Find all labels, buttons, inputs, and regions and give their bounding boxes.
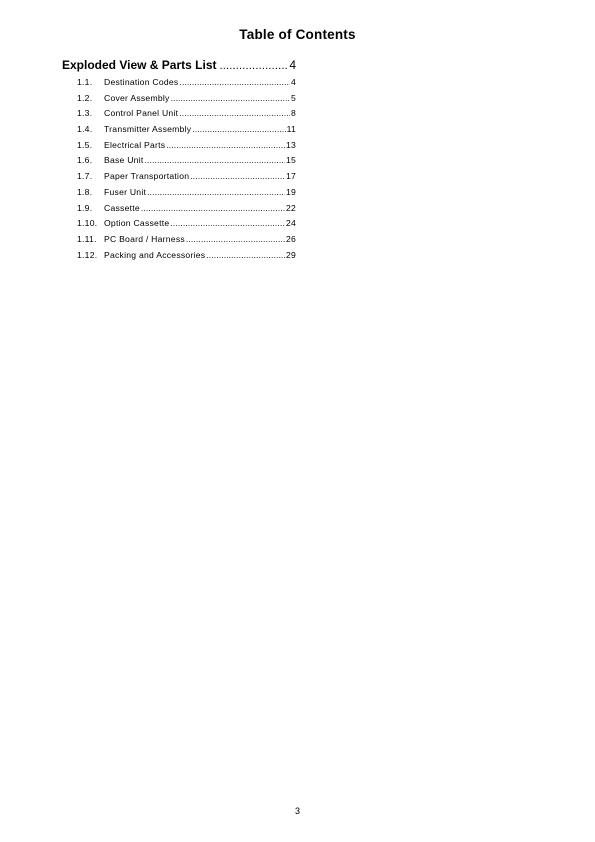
- toc-entry[interactable]: [77, 77, 296, 93]
- dot-leader: [171, 93, 290, 103]
- dot-leader: [145, 155, 285, 165]
- page-number: 3: [294, 806, 300, 816]
- toc-entry-number: 1.7.: [77, 171, 93, 182]
- toc-entry-label: Base Unit: [104, 155, 144, 166]
- dot-leader: [166, 140, 285, 150]
- toc-entry-label: Electrical Parts: [104, 139, 166, 150]
- toc-entry[interactable]: [77, 187, 296, 203]
- toc-section-page: 4: [289, 58, 296, 72]
- toc-entry-page: 13: [285, 139, 296, 150]
- toc-entry-number: 1.9.: [77, 202, 93, 213]
- toc-entry-label: Destination Codes: [104, 77, 179, 87]
- toc-entry-page: 17: [285, 171, 296, 182]
- toc-entry-number: 1.1.: [77, 77, 93, 87]
- toc-entry-label: PC Board / Harness: [104, 233, 185, 244]
- toc-entry-number: 1.10.: [77, 218, 98, 229]
- toc-entry-label: Packing and Accessories: [104, 249, 206, 260]
- dot-leader: [179, 108, 290, 118]
- toc-section-entry[interactable]: [62, 58, 296, 75]
- dot-leader: [190, 171, 285, 181]
- dot-leader: [220, 60, 289, 72]
- toc-entry-label: Option Cassette: [104, 218, 170, 229]
- toc-entry[interactable]: [77, 93, 296, 109]
- toc-entry-page: 24: [285, 218, 296, 229]
- toc-entry-page: 22: [285, 202, 296, 213]
- toc-entry-number: 1.4.: [77, 124, 93, 135]
- toc-entry[interactable]: [77, 124, 296, 140]
- toc-entry-page: 8: [290, 108, 296, 119]
- dot-leader: [141, 203, 285, 213]
- toc-entry-number: 1.3.: [77, 108, 93, 119]
- toc-entry-page: 5: [290, 92, 296, 103]
- toc-entry[interactable]: [77, 171, 296, 187]
- toc-entry[interactable]: [77, 203, 296, 219]
- toc-entry-page: 11: [286, 124, 296, 135]
- toc-entry-label: Fuser Unit: [104, 186, 147, 197]
- dot-leader: [179, 77, 289, 87]
- toc-entry-page: 26: [285, 233, 296, 244]
- toc-entry[interactable]: [77, 218, 296, 234]
- toc-entry-number: 1.11.: [77, 233, 97, 244]
- toc-entry[interactable]: [77, 234, 296, 250]
- toc-entry-number: 1.5.: [77, 139, 93, 150]
- toc-entry[interactable]: [77, 155, 296, 171]
- toc-entry-label: Paper Transportation: [104, 171, 190, 182]
- table-of-contents: [62, 58, 296, 265]
- dot-leader: [186, 234, 285, 244]
- page-title: Table of Contents: [239, 27, 356, 42]
- toc-entry-label: Transmitter Assembly: [104, 124, 192, 135]
- dot-leader: [147, 187, 285, 197]
- toc-entry-number: 1.8.: [77, 186, 93, 197]
- toc-entry-page: 19: [285, 186, 296, 197]
- toc-entry-number: 1.6.: [77, 155, 93, 166]
- toc-section-title: Exploded View & Parts List: [62, 58, 217, 72]
- toc-entry-label: Control Panel Unit: [104, 108, 179, 119]
- toc-entry-page: 29: [285, 249, 296, 260]
- toc-entry[interactable]: [77, 108, 296, 124]
- dot-leader: [192, 124, 285, 134]
- toc-entry-number: 1.12.: [77, 249, 98, 260]
- toc-entry-label: Cassette: [104, 202, 140, 213]
- toc-entry[interactable]: [77, 140, 296, 156]
- toc-list: [62, 77, 296, 265]
- dot-leader: [206, 250, 285, 260]
- toc-entry[interactable]: [77, 250, 296, 266]
- toc-entry-page: 15: [285, 155, 296, 166]
- toc-entry-page: 4: [290, 77, 296, 87]
- toc-entry-number: 1.2.: [77, 92, 93, 103]
- dot-leader: [170, 218, 285, 228]
- toc-entry-label: Cover Assembly: [104, 92, 170, 103]
